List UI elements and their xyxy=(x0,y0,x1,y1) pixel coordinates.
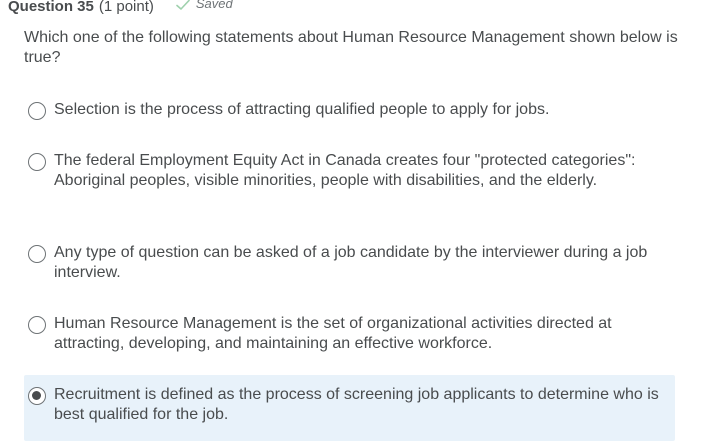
question-points: (1 point) xyxy=(98,0,154,15)
answer-option-2[interactable] xyxy=(24,151,664,191)
answer-option-5[interactable] xyxy=(24,375,675,441)
saved-status xyxy=(176,0,233,11)
answer-option-4[interactable] xyxy=(24,314,664,354)
answer-option-label: Selection is the process of attracting qualified people to apply for jobs. xyxy=(54,101,550,118)
radio-selected-dot xyxy=(32,391,41,400)
answer-option-3[interactable] xyxy=(24,243,675,283)
answer-option-label: Human Resource Management is the set of organizational activities directed at attracting, developing, and maintaining an effective workforce. xyxy=(54,315,612,352)
answer-option-label: Recruitment is defined as the process of screening job applicants to determine who is best qualified for the job. xyxy=(54,386,659,423)
check-icon xyxy=(176,0,190,10)
answer-option-label: Any type of question can be asked of a job candidate by the interviewer during a job interview. xyxy=(54,244,648,281)
radio-button[interactable] xyxy=(28,245,46,263)
question-header xyxy=(8,0,233,15)
radio-button[interactable] xyxy=(28,316,46,334)
radio-button-selected[interactable] xyxy=(28,387,46,405)
answer-option-label: The federal Employment Equity Act in Canada creates four "protected categories": Aboriginal peoples, visible minorities, people with disabilities, and the elderly. xyxy=(54,152,636,189)
question-title: Question 35 xyxy=(8,0,94,15)
radio-button[interactable] xyxy=(28,102,46,120)
radio-button[interactable] xyxy=(28,153,46,171)
question-prompt: Which one of the following statements about Human Resource Management shown below is true? xyxy=(24,29,678,66)
answer-option-1[interactable] xyxy=(24,100,675,120)
saved-label: Saved xyxy=(195,0,233,11)
